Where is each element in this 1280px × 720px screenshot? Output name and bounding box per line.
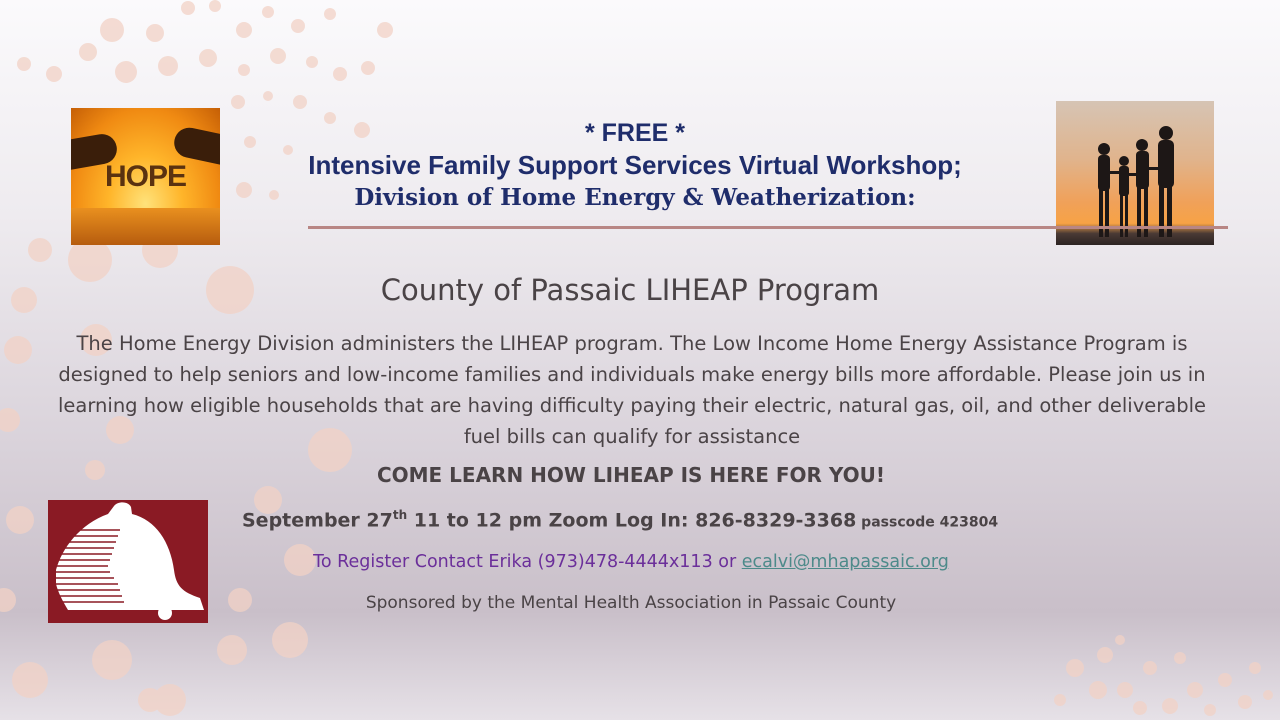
bell-icon [48, 500, 208, 623]
division-title: Division of Home Energy & Weatherization: [354, 184, 916, 211]
workshop-header [240, 118, 1030, 214]
workshop-title: Intensive Family Support Services Virtual Workshop; [308, 150, 962, 180]
family-sunset-photo [1056, 101, 1214, 245]
event-passcode: passcode 423804 [856, 514, 999, 531]
email-link[interactable]: ecalvi@mhapassaic.org [741, 552, 949, 572]
hope-word: HOPE [104, 160, 187, 193]
call-to-action: COME LEARN HOW LIHEAP IS HERE FOR YOU! [376, 463, 886, 487]
event-details [242, 508, 998, 531]
hope-photo [71, 108, 220, 245]
event-date: September 27 [242, 509, 393, 532]
program-title: County of Passaic LIHEAP Program [380, 273, 880, 307]
mha-bell-logo [48, 500, 208, 623]
program-description: The Home Energy Division administers the LIHEAP program. The Low Income Home Energy Assistance Program is designed to help seniors and low-income families and individuals make energy bills more affordable. Please join us in learning how eligible households that are having difficulty paying their electric, natural gas, oil, and other deliverable fuel bills can qualify for assistance [58, 332, 1206, 448]
sponsor-line: Sponsored by the Mental Health Association in Passaic County [365, 593, 897, 613]
date-suffix: th [392, 508, 408, 522]
register-text: To Register Contact Erika (973)478-4444x113 or [313, 552, 742, 572]
header-divider [308, 226, 1228, 229]
free-label: * FREE * [584, 119, 686, 147]
sunset-horizon [71, 208, 220, 245]
family-silhouette [1056, 101, 1214, 245]
event-time-zoom: 11 to 12 pm Zoom Log In: 826-8329-3368 [407, 509, 857, 532]
